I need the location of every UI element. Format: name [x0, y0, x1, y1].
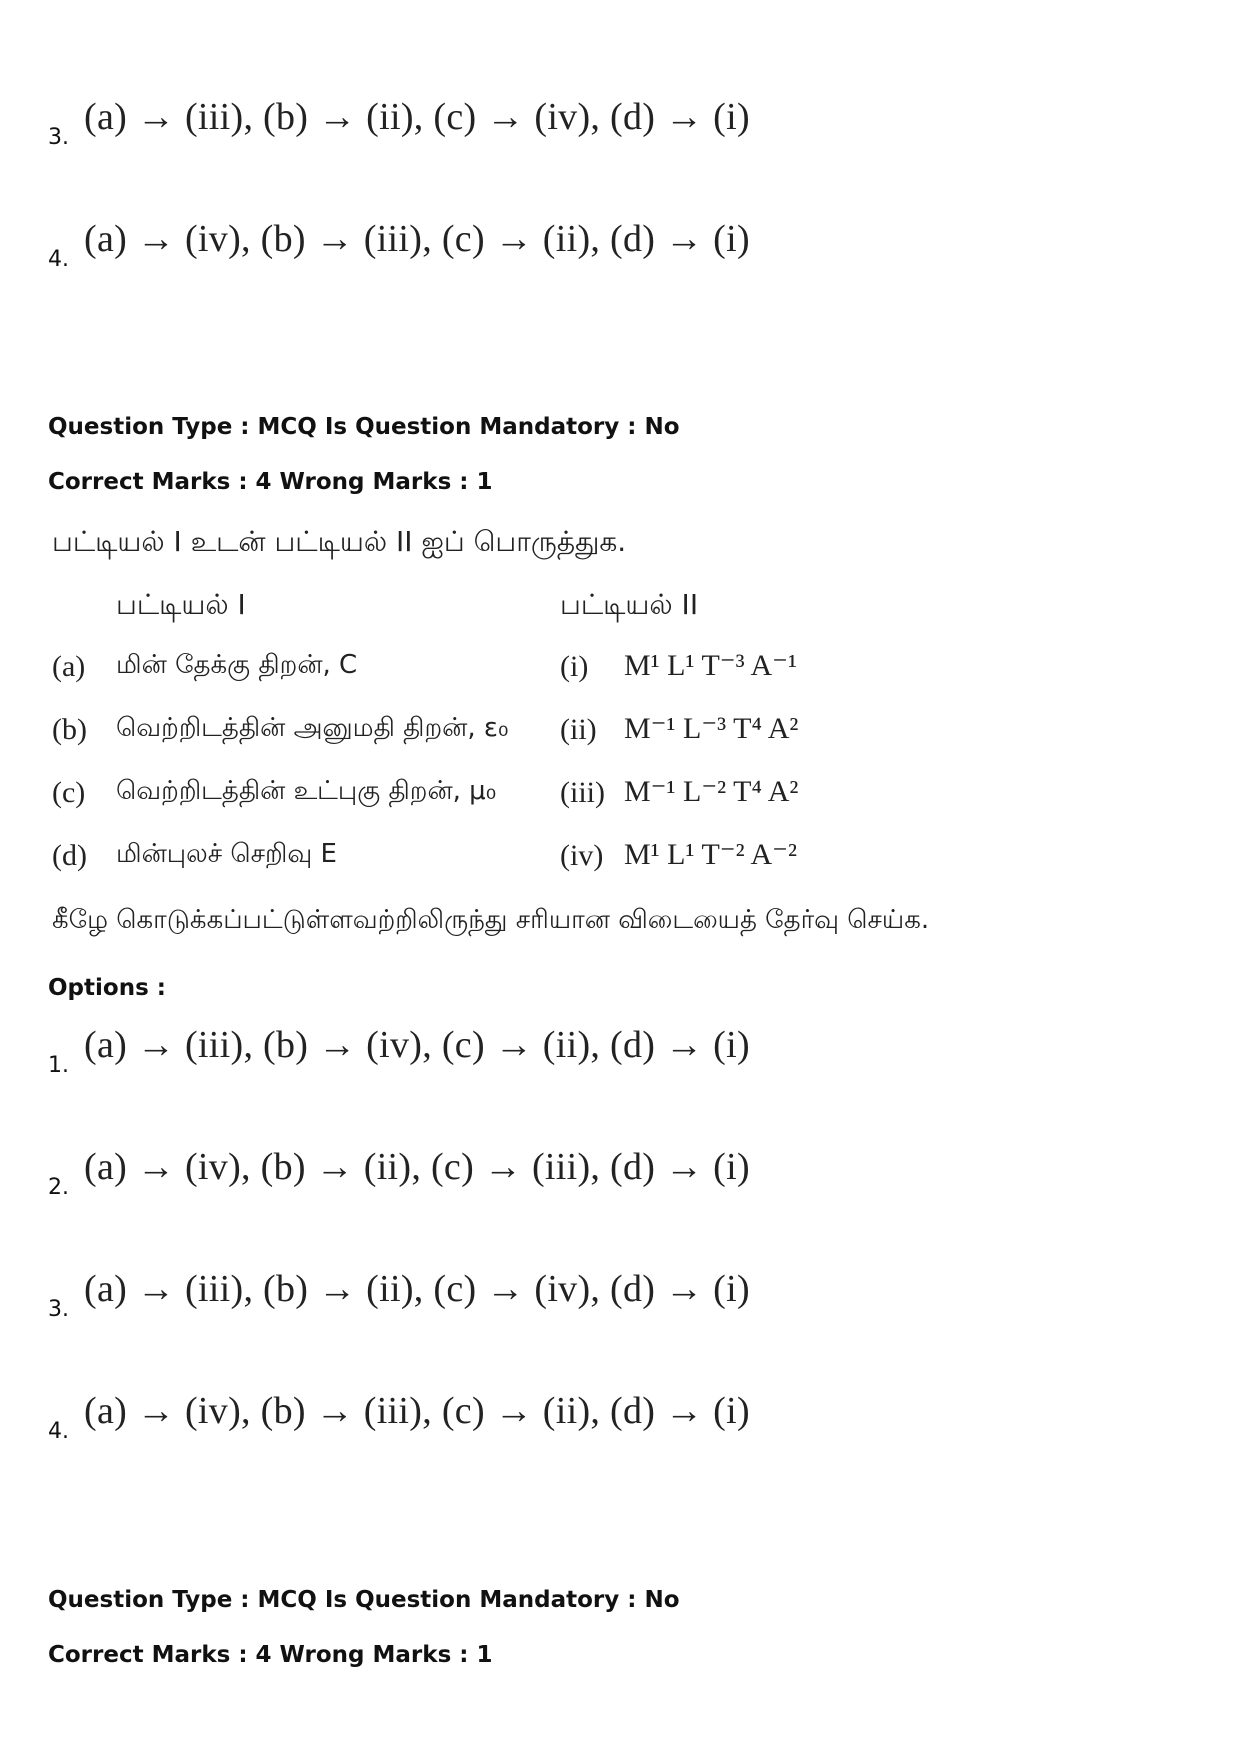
list-1-header: பட்டியல் I — [116, 588, 246, 621]
list-2-header: பட்டியல் II — [560, 588, 699, 621]
match-row-d — [0, 839, 1240, 899]
row-item: மின் தேக்கு திறன், C — [116, 650, 358, 680]
match-row-a — [0, 650, 1240, 710]
options-label: Options : — [48, 975, 166, 1001]
option-text: (a) → (iv), (b) → (ii), (c) → (iii), (d) → (i) — [84, 1146, 750, 1188]
row-label: (d) — [52, 839, 87, 872]
option-text: (a) → (iv), (b) → (iii), (c) → (ii), (d) → (i) — [84, 218, 750, 260]
option-number: 3. — [48, 125, 69, 150]
row-roman-label: (iv) — [560, 839, 604, 872]
question-type-line: Question Type : MCQ Is Question Mandatory : No — [48, 414, 680, 440]
row-dimension: M⁻¹ L⁻³ T⁴ A² — [624, 712, 799, 745]
row-dimension: M¹ L¹ T⁻² A⁻² — [624, 838, 797, 871]
row-item: மின்புலச் செறிவு E — [116, 839, 337, 869]
row-roman-label: (i) — [560, 650, 589, 683]
option-text: (a) → (iv), (b) → (iii), (c) → (ii), (d) → (i) — [84, 1390, 750, 1432]
row-label: (b) — [52, 713, 87, 746]
marks-line: Correct Marks : 4 Wrong Marks : 1 — [48, 469, 493, 495]
option-number: 2. — [48, 1175, 69, 1200]
option-number: 4. — [48, 247, 69, 272]
row-label: (c) — [52, 776, 86, 809]
option-text: (a) → (iii), (b) → (iv), (c) → (ii), (d) → (i) — [84, 1024, 750, 1066]
option-number: 1. — [48, 1053, 69, 1078]
row-item: வெற்றிடத்தின் உட்புகு திறன், μ₀ — [116, 776, 497, 806]
row-dimension: M⁻¹ L⁻² T⁴ A² — [624, 775, 799, 808]
option-number: 4. — [48, 1419, 69, 1444]
option-number: 3. — [48, 1297, 69, 1322]
row-roman-label: (iii) — [560, 776, 605, 809]
next-question-type-line: Question Type : MCQ Is Question Mandatory : No — [48, 1587, 680, 1613]
match-row-c — [0, 776, 1240, 836]
match-row-b — [0, 713, 1240, 773]
question-instruction: கீழே கொடுக்கப்பட்டுள்ளவற்றிலிருந்து சரியான விடையைத் தேர்வு செய்க. — [52, 905, 930, 935]
row-label: (a) — [52, 650, 86, 683]
option-text: (a) → (iii), (b) → (ii), (c) → (iv), (d) → (i) — [84, 96, 750, 138]
row-roman-label: (ii) — [560, 713, 597, 746]
row-item: வெற்றிடத்தின் அனுமதி திறன், ε₀ — [116, 713, 509, 743]
question-title: பட்டியல் I உடன் பட்டியல் II ஐப் பொருத்துக. — [52, 525, 627, 558]
next-marks-line: Correct Marks : 4 Wrong Marks : 1 — [48, 1642, 493, 1668]
row-dimension: M¹ L¹ T⁻³ A⁻¹ — [624, 649, 797, 682]
option-text: (a) → (iii), (b) → (ii), (c) → (iv), (d) → (i) — [84, 1268, 750, 1310]
